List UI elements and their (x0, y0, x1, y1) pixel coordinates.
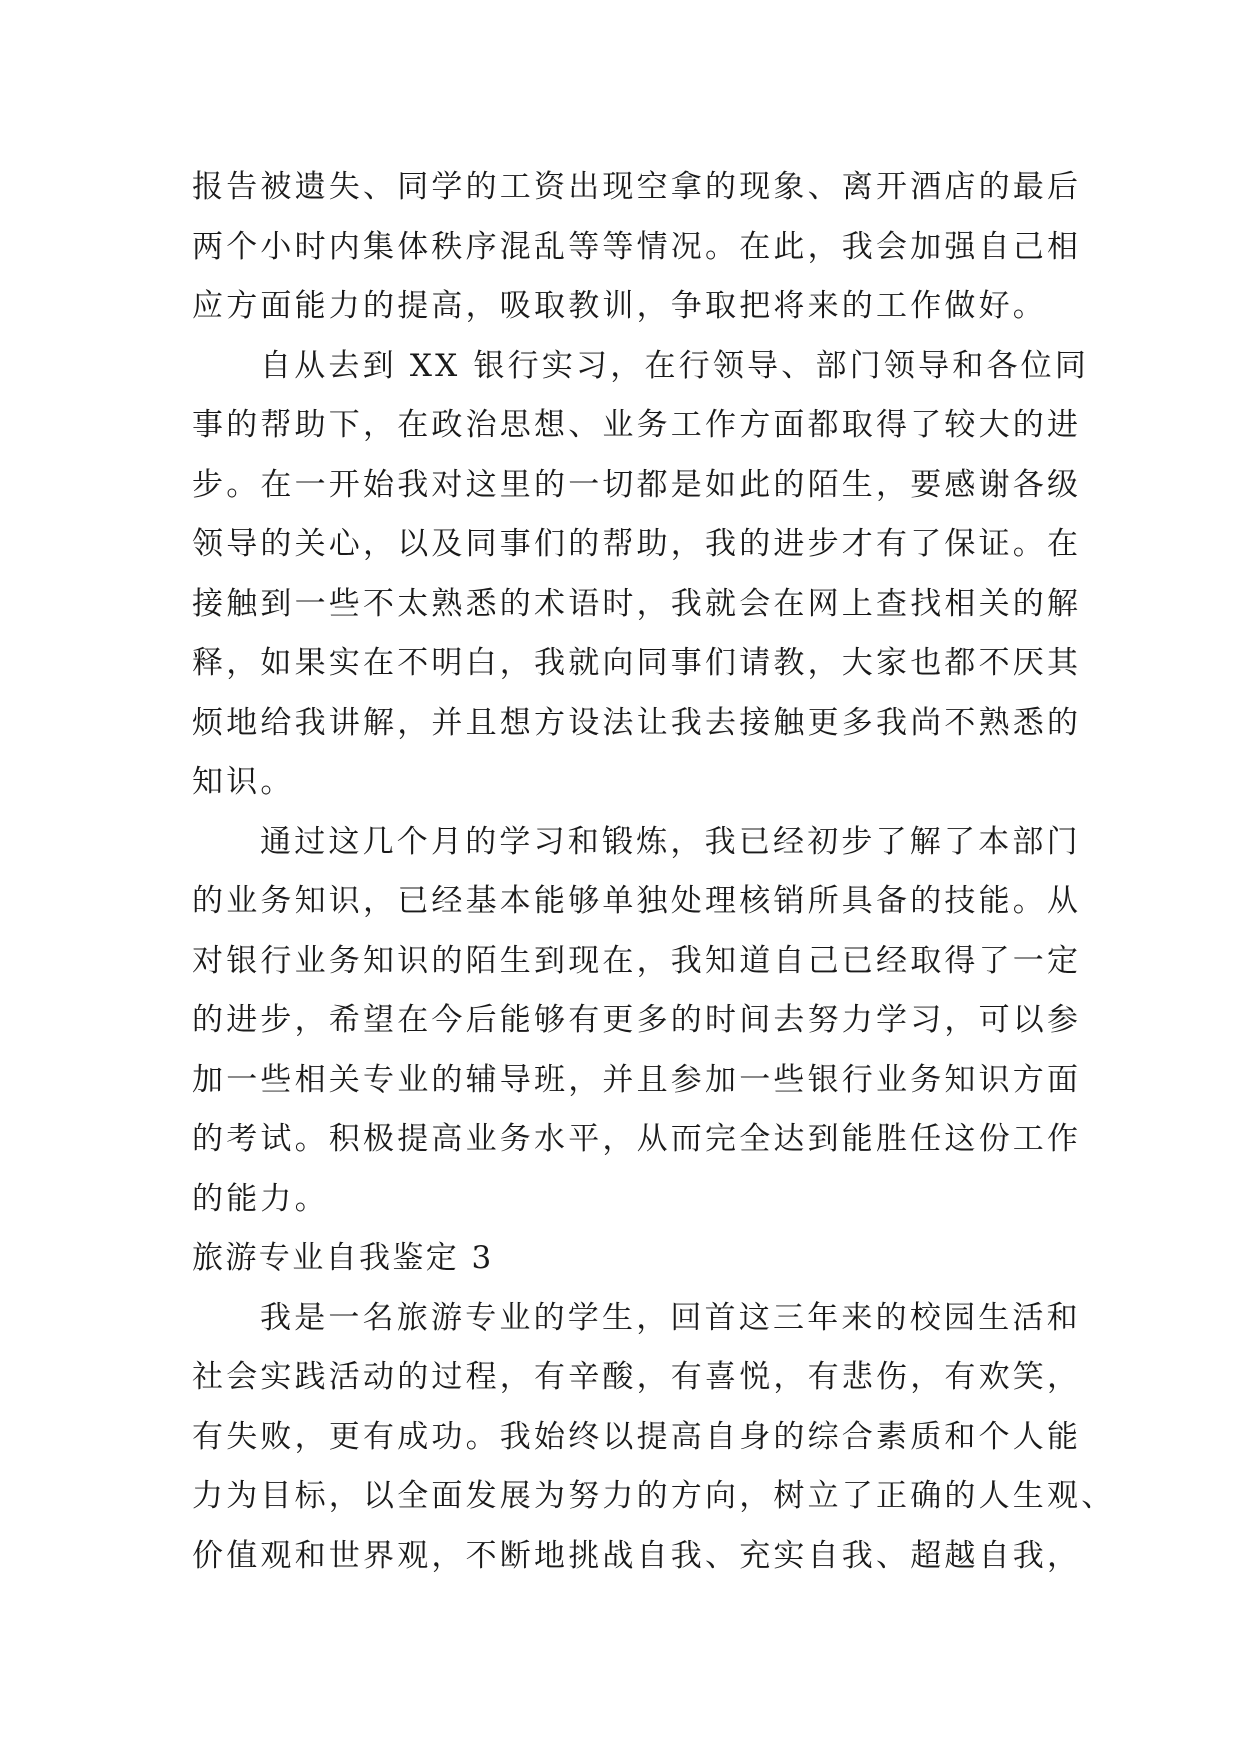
text-line: 接触到一些不太熟悉的术语时，我就会在网上查找相关的解 (192, 585, 1082, 622)
text-line: 的能力。 (192, 1180, 329, 1217)
text-line: 领导的关心，以及同事们的帮助，我的进步才有了保证。在 (192, 526, 1082, 562)
text-line: 应方面能力的提高，吸取教训，争取把将来的工作做好。 (192, 288, 1047, 324)
text-line: 步。在一开始我对这里的一切都是如此的陌生，要感谢各级 (192, 466, 1082, 503)
text-line: 价值观和世界观，不断地挑战自我、充实自我、超越自我， (192, 1537, 1082, 1574)
text-line: 力为目标，以全面发展为努力的方向，树立了正确的人生观、 (192, 1478, 1116, 1514)
text-line: 两个小时内集体秩序混乱等等情况。在此，我会加强自己相 (192, 228, 1082, 265)
text-line: 烦地给我讲解，并且想方设法让我去接触更多我尚不熟悉的 (192, 704, 1082, 741)
paragraph-first-line: 自从去到 XX 银行实习，在行领导、部门领导和各位同 (260, 347, 1090, 384)
text-line: 的业务知识，已经基本能够单独处理核销所具备的技能。从 (192, 883, 1082, 919)
text-line: 事的帮助下，在政治思想、业务工作方面都取得了较大的进 (192, 407, 1082, 443)
text-line: 释，如果实在不明白，我就向同事们请教，大家也都不厌其 (192, 645, 1082, 681)
text-line: 报告被遗失、同学的工资出现空拿的现象、离开酒店的最后 (192, 169, 1082, 205)
document-body (192, 158, 1116, 1586)
paragraph-first-line: 通过这几个月的学习和锻炼，我已经初步了解了本部门 (260, 823, 1081, 860)
text-line: 知识。 (192, 764, 295, 800)
section-heading: 旅游专业自我鉴定 3 (192, 1240, 494, 1276)
text-line: 的进步，希望在今后能够有更多的时间去努力学习，可以参 (192, 1002, 1082, 1038)
text-line: 有失败，更有成功。我始终以提高自身的综合素质和个人能 (192, 1418, 1082, 1455)
text-line: 加一些相关专业的辅导班，并且参加一些银行业务知识方面 (192, 1061, 1082, 1098)
text-line: 社会实践活动的过程，有辛酸，有喜悦，有悲伤，有欢笑， (192, 1359, 1082, 1395)
paragraph-first-line: 我是一名旅游专业的学生，回首这三年来的校园生活和 (260, 1299, 1081, 1336)
text-line: 对银行业务知识的陌生到现在，我知道自己已经取得了一定 (192, 942, 1082, 979)
text-line: 的考试。积极提高业务水平，从而完全达到能胜任这份工作 (192, 1121, 1082, 1157)
